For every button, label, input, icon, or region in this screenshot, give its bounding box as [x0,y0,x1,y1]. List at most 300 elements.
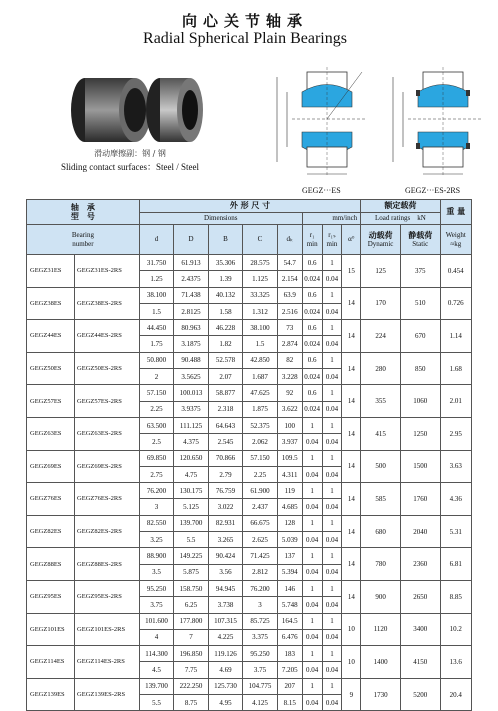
dimension-inch: 0.04 [322,662,342,678]
dimension-mm: 119 [277,483,302,499]
dimension-inch: 5.748 [277,597,302,613]
dimension-inch: 1.875 [243,401,277,417]
bearing-number-es: GEGZ82ES [27,515,75,548]
bearing-number-2rs: GEGZ88ES-2RS [75,548,140,581]
dimension-inch: 0.024 [302,303,322,319]
dimension-mm: 158.750 [174,580,208,596]
dimension-inch: 3.622 [277,401,302,417]
weight-value: 6.81 [440,548,471,581]
dimension-mm: 1 [322,678,342,694]
dimension-mm: 38.100 [139,287,173,303]
dynamic-load: 170 [361,287,401,320]
dynamic-load: 680 [361,515,401,548]
dimension-inch: 2.5 [139,434,173,450]
dimension-inch: 3.937 [277,434,302,450]
dimension-inch: 0.04 [302,629,322,645]
cross-section-diagram-es-2rs [388,62,498,182]
dimension-inch: 0.04 [302,434,322,450]
dimension-inch: 0.04 [322,336,342,352]
dimension-mm: 50.800 [139,352,173,368]
dimension-inch: 1.82 [208,336,242,352]
alpha-value: 14 [342,515,361,548]
dimension-inch: 4.69 [208,662,242,678]
dimension-mm: 1 [322,287,342,303]
dimension-inch: 0.04 [322,466,342,482]
dimension-mm: 164.5 [277,613,302,629]
dimension-mm: 0.6 [302,385,322,401]
dimension-mm: 183 [277,646,302,662]
dimension-mm: 130.175 [174,483,208,499]
bearing-number-es: GEGZ63ES [27,417,75,450]
dimension-inch: 4.225 [208,629,242,645]
dimension-inch: 4.95 [208,695,242,711]
dimension-mm: 101.600 [139,613,173,629]
header-dimensions-en: Dimensions [139,213,302,225]
dimension-inch: 2.812 [243,564,277,580]
bearing-number-2rs: GEGZ101ES-2RS [75,613,140,646]
bearing-number-es: GEGZ139ES [27,678,75,711]
dimension-inch: 2.25 [139,401,173,417]
dimension-inch: 1.58 [208,303,242,319]
dimension-mm: 1 [302,417,322,433]
dynamic-load: 1730 [361,678,401,711]
dimension-mm: 1 [322,352,342,368]
dimension-mm: 139.700 [139,678,173,694]
alpha-value: 14 [342,287,361,320]
weight-value: 2.95 [440,417,471,450]
weight-value: 3.63 [440,450,471,483]
alpha-value: 14 [342,483,361,516]
dimension-inch: 2.75 [139,466,173,482]
dimension-mm: 82 [277,352,302,368]
cross-section-diagram-es [272,62,382,182]
dimension-inch: 3.228 [277,369,302,385]
dimension-inch: 3.265 [208,532,242,548]
dimension-mm: 1 [302,678,322,694]
bearing-number-es: GEGZ31ES [27,255,75,288]
dimension-mm: 100.013 [174,385,208,401]
dynamic-load: 780 [361,548,401,581]
dimension-mm: 95.250 [243,646,277,662]
dimension-mm: 35.306 [208,255,242,271]
header-d: d [139,225,173,255]
dimension-inch: 1.312 [243,303,277,319]
dimension-mm: 1 [302,646,322,662]
dimension-inch: 3.9375 [174,401,208,417]
bearing-number-2rs: GEGZ44ES-2RS [75,320,140,353]
dimension-inch: 3.56 [208,564,242,580]
table-row [27,385,472,401]
static-load: 670 [400,320,440,353]
dimension-mm: 1 [302,613,322,629]
dimension-inch: 2.545 [208,434,242,450]
header-bearing-cn: 轴 承 型 号 [27,200,140,225]
table-row [27,483,472,499]
dimension-inch: 2.25 [243,466,277,482]
table-row [27,320,472,336]
weight-value: 5.31 [440,515,471,548]
header-static: 静载荷 Static [400,225,440,255]
table-row [27,548,472,564]
dimension-inch: 2.874 [277,336,302,352]
dimension-mm: 92 [277,385,302,401]
dimension-mm: 80.963 [174,320,208,336]
dimension-mm: 52.578 [208,352,242,368]
table-row [27,515,472,531]
dimension-mm: 57.150 [243,450,277,466]
dimension-inch: 5.394 [277,564,302,580]
dimension-mm: 1 [302,515,322,531]
bearing-number-2rs: GEGZ76ES-2RS [75,483,140,516]
static-load: 1760 [400,483,440,516]
bearing-number-es: GEGZ38ES [27,287,75,320]
dimension-mm: 46.228 [208,320,242,336]
dimension-mm: 1 [322,613,342,629]
dimension-mm: 33.325 [243,287,277,303]
diagram-label-es: GEGZ···ES [302,186,341,195]
dynamic-load: 280 [361,352,401,385]
dimension-mm: 111.125 [174,417,208,433]
dimension-inch: 1.5 [139,303,173,319]
dimension-inch: 8.75 [174,695,208,711]
dimension-mm: 61.900 [243,483,277,499]
header-alpha: α° [342,225,361,255]
static-load: 510 [400,287,440,320]
static-load: 375 [400,255,440,288]
dimension-mm: 196.850 [174,646,208,662]
dimension-inch: 0.04 [302,499,322,515]
dynamic-load: 900 [361,580,401,613]
alpha-value: 14 [342,548,361,581]
bearing-number-2rs: GEGZ95ES-2RS [75,580,140,613]
dimension-mm: 137 [277,548,302,564]
dimension-inch: 2.07 [208,369,242,385]
dimension-mm: 1 [302,580,322,596]
dimension-mm: 61.913 [174,255,208,271]
dimension-mm: 58.877 [208,385,242,401]
dimension-mm: 44.450 [139,320,173,336]
dimension-mm: 0.6 [302,320,322,336]
dimension-mm: 207 [277,678,302,694]
dimension-inch: 8.15 [277,695,302,711]
dimension-mm: 1 [322,385,342,401]
dimension-inch: 3.1875 [174,336,208,352]
dimension-mm: 100 [277,417,302,433]
dimension-inch: 4.75 [174,466,208,482]
dimension-mm: 71.438 [174,287,208,303]
header-load-en: Load ratings kN [361,213,440,225]
dimension-inch: 0.04 [302,532,322,548]
dimension-inch: 3.375 [243,629,277,645]
table-row [27,580,472,596]
static-load: 850 [400,352,440,385]
dimension-inch: 3.738 [208,597,242,613]
dimension-inch: 0.04 [322,401,342,417]
dimension-inch: 0.04 [322,597,342,613]
weight-value: 8.85 [440,580,471,613]
page-title-en: Radial Spherical Plain Bearings [143,30,347,47]
dimension-mm: 107.315 [208,613,242,629]
dynamic-load: 1400 [361,646,401,679]
bearing-number-2rs: GEGZ69ES-2RS [75,450,140,483]
dimension-inch: 1.5 [243,336,277,352]
dimension-mm: 47.625 [243,385,277,401]
dimension-mm: 76.200 [139,483,173,499]
dimension-inch: 6.25 [174,597,208,613]
dimension-inch: 7.205 [277,662,302,678]
dimension-inch: 0.04 [302,695,322,711]
bearing-number-es: GEGZ76ES [27,483,75,516]
header-weight-en: Weight ≈kg [440,225,471,255]
dimension-mm: 28.575 [243,255,277,271]
alpha-value: 14 [342,417,361,450]
static-load: 1250 [400,417,440,450]
bearing-number-es: GEGZ44ES [27,320,75,353]
dimension-mm: 76.200 [243,580,277,596]
dynamic-load: 1120 [361,613,401,646]
alpha-value: 14 [342,352,361,385]
dimension-inch: 2.318 [208,401,242,417]
dimension-inch: 0.04 [322,695,342,711]
dimension-mm: 66.675 [243,515,277,531]
header-C: C [243,225,277,255]
dimension-inch: 2.516 [277,303,302,319]
dimension-inch: 2.062 [243,434,277,450]
bearing-number-es: GEGZ95ES [27,580,75,613]
dimension-mm: 82.931 [208,515,242,531]
table-row [27,613,472,629]
dimension-inch: 3 [243,597,277,613]
dimension-inch: 3 [139,499,173,515]
bearing-number-2rs: GEGZ50ES-2RS [75,352,140,385]
table-row [27,352,472,368]
dimension-mm: 0.6 [302,287,322,303]
bearing-number-2rs: GEGZ38ES-2RS [75,287,140,320]
alpha-value: 14 [342,450,361,483]
dimension-mm: 85.725 [243,613,277,629]
material-cn: 滑动摩擦副：钢 / 钢 [94,149,166,158]
dimension-inch: 0.04 [322,629,342,645]
dimension-mm: 90.488 [174,352,208,368]
dimension-mm: 1 [302,483,322,499]
header-bearing-en: Bearing number [27,225,140,255]
dimension-mm: 52.375 [243,417,277,433]
dimension-inch: 3.5 [139,564,173,580]
bearing-photo [55,70,205,150]
dimension-mm: 94.945 [208,580,242,596]
weight-value: 0.726 [440,287,471,320]
dimension-mm: 63.500 [139,417,173,433]
dimension-inch: 2.8125 [174,303,208,319]
header-r1: r₁ min [302,225,322,255]
dimension-inch: 1.687 [243,369,277,385]
dimension-inch: 4 [139,629,173,645]
bearing-spec-table [26,199,472,711]
dimension-inch: 0.04 [322,303,342,319]
alpha-value: 9 [342,678,361,711]
static-load: 1500 [400,450,440,483]
dimension-mm: 0.6 [302,255,322,271]
dimension-inch: 1.25 [139,271,173,287]
dimension-mm: 0.6 [302,352,322,368]
alpha-value: 14 [342,580,361,613]
dynamic-load: 224 [361,320,401,353]
dimension-mm: 1 [322,417,342,433]
dynamic-load: 415 [361,417,401,450]
dimension-inch: 7 [174,629,208,645]
dimension-inch: 5.875 [174,564,208,580]
weight-value: 4.36 [440,483,471,516]
dimension-mm: 63.9 [277,287,302,303]
dimension-mm: 139.700 [174,515,208,531]
dimension-mm: 109.5 [277,450,302,466]
dimension-mm: 31.750 [139,255,173,271]
static-load: 1060 [400,385,440,418]
dimension-mm: 177.800 [174,613,208,629]
dimension-mm: 1 [322,450,342,466]
dimension-inch: 2 [139,369,173,385]
dimension-mm: 70.866 [208,450,242,466]
dimension-mm: 64.643 [208,417,242,433]
bearing-number-es: GEGZ50ES [27,352,75,385]
bearing-number-2rs: GEGZ63ES-2RS [75,417,140,450]
bearing-number-2rs: GEGZ139ES-2RS [75,678,140,711]
static-load: 4150 [400,646,440,679]
dimension-inch: 7.75 [174,662,208,678]
dynamic-load: 125 [361,255,401,288]
bearing-number-es: GEGZ101ES [27,613,75,646]
dimension-inch: 1.75 [139,336,173,352]
dimension-inch: 5.5 [139,695,173,711]
dimension-mm: 128 [277,515,302,531]
header-dynamic: 动载荷 Dynamic [361,225,401,255]
static-load: 2040 [400,515,440,548]
table-row [27,287,472,303]
header-r1s: r₁ₛ min [322,225,342,255]
weight-value: 13.6 [440,646,471,679]
dimension-mm: 1 [302,450,322,466]
table-row [27,450,472,466]
dimension-mm: 114.300 [139,646,173,662]
dimension-inch: 2.79 [208,466,242,482]
bearing-number-es: GEGZ88ES [27,548,75,581]
dimension-mm: 1 [322,515,342,531]
header-dimensions-cn: 外 形 尺 寸 [139,200,360,213]
dimension-inch: 3.022 [208,499,242,515]
dimension-inch: 0.024 [302,369,322,385]
dimension-inch: 3.5625 [174,369,208,385]
alpha-value: 14 [342,320,361,353]
dimension-mm: 1 [302,548,322,564]
dimension-inch: 0.04 [302,662,322,678]
dynamic-load: 585 [361,483,401,516]
page-title-cn: 向心关节轴承 [181,12,308,30]
dimension-mm: 76.759 [208,483,242,499]
dimension-mm: 1 [322,548,342,564]
dimension-mm: 95.250 [139,580,173,596]
dimension-mm: 149.225 [174,548,208,564]
static-load: 3400 [400,613,440,646]
table-row [27,417,472,433]
header-D: D [174,225,208,255]
dimension-mm: 71.425 [243,548,277,564]
dimension-inch: 0.04 [322,271,342,287]
static-load: 2650 [400,580,440,613]
alpha-value: 15 [342,255,361,288]
dimension-inch: 4.685 [277,499,302,515]
table-row [27,678,472,694]
dimension-mm: 146 [277,580,302,596]
dimension-inch: 0.024 [302,271,322,287]
dimension-inch: 4.311 [277,466,302,482]
dimension-mm: 1 [322,483,342,499]
dimension-inch: 0.04 [302,466,322,482]
dimension-mm: 82.550 [139,515,173,531]
dimension-inch: 2.154 [277,271,302,287]
dimension-inch: 5.039 [277,532,302,548]
dimension-mm: 69.850 [139,450,173,466]
static-load: 5200 [400,678,440,711]
dimension-inch: 0.024 [302,336,322,352]
weight-value: 20.4 [440,678,471,711]
dimension-inch: 2.625 [243,532,277,548]
header-dk: dₖ [277,225,302,255]
header-B: B [208,225,242,255]
table-row [27,646,472,662]
dimension-inch: 2.437 [243,499,277,515]
table-body [27,255,472,711]
dimension-mm: 54.7 [277,255,302,271]
dimension-mm: 222.250 [174,678,208,694]
alpha-value: 10 [342,613,361,646]
alpha-value: 14 [342,385,361,418]
diagram-label-es-2rs: GEGZ···ES-2RS [405,186,461,195]
dimension-inch: 0.04 [322,369,342,385]
weight-value: 0.454 [440,255,471,288]
dimension-mm: 119.126 [208,646,242,662]
dimension-inch: 4.5 [139,662,173,678]
dimension-inch: 5.125 [174,499,208,515]
dimension-inch: 3.25 [139,532,173,548]
static-load: 2360 [400,548,440,581]
dimension-mm: 73 [277,320,302,336]
dimension-mm: 38.100 [243,320,277,336]
dimension-inch: 0.04 [322,434,342,450]
dimension-inch: 0.04 [302,597,322,613]
header-weight-cn: 重 量 [440,200,471,225]
bearing-number-es: GEGZ69ES [27,450,75,483]
header-load-cn: 额定载荷 [361,200,440,213]
bearing-number-2rs: GEGZ82ES-2RS [75,515,140,548]
dynamic-load: 500 [361,450,401,483]
dynamic-load: 355 [361,385,401,418]
dimension-mm: 40.132 [208,287,242,303]
dimension-mm: 125.730 [208,678,242,694]
dimension-mm: 120.650 [174,450,208,466]
dimension-inch: 0.04 [322,532,342,548]
dimension-inch: 2.4375 [174,271,208,287]
bearing-number-2rs: GEGZ31ES-2RS [75,255,140,288]
bearing-number-es: GEGZ114ES [27,646,75,679]
alpha-value: 10 [342,646,361,679]
weight-value: 10.2 [440,613,471,646]
dimension-mm: 1 [322,646,342,662]
weight-value: 1.14 [440,320,471,353]
dimension-inch: 4.375 [174,434,208,450]
dimension-mm: 104.775 [243,678,277,694]
weight-value: 1.68 [440,352,471,385]
dimension-inch: 3.75 [243,662,277,678]
